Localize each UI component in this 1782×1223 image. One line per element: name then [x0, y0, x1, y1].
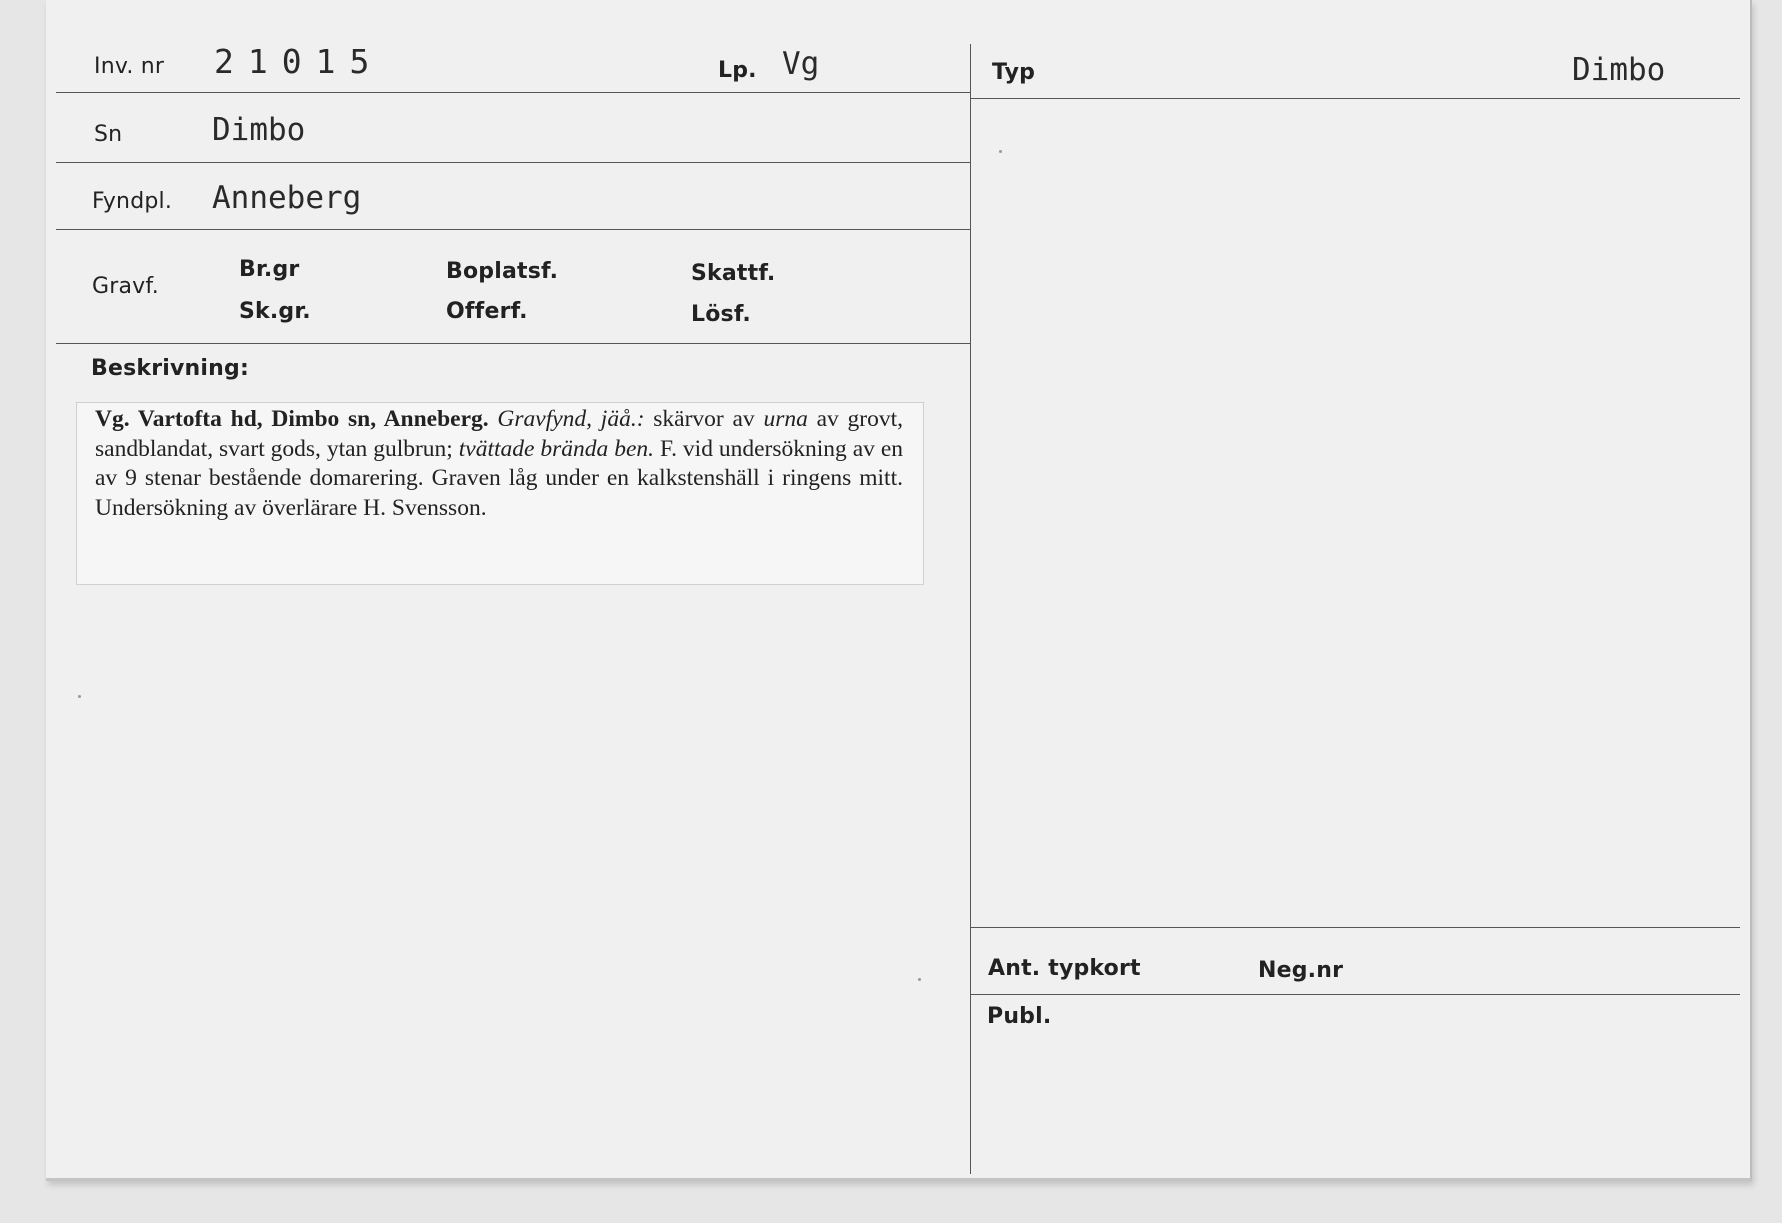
description-lead: Vg. Vartofta hd, Dimbo sn, Anneberg.: [95, 406, 489, 432]
column-divider: [970, 44, 971, 1174]
rule-inv: [56, 92, 970, 93]
rule-ant-bottom: [970, 994, 1740, 995]
scan-speck: [78, 695, 81, 698]
rule-gravf: [56, 343, 970, 344]
lp-value: Vg: [782, 46, 820, 82]
inv-number: 21015: [214, 42, 384, 81]
beskrivning-label: Beskrivning:: [91, 356, 249, 381]
typ-label: Typ: [992, 60, 1036, 85]
archive-card: [46, 0, 1752, 1181]
brgr-label: Br.gr: [239, 257, 300, 282]
ant-typkort-label: Ant. typkort: [988, 956, 1141, 981]
description-italic-3: tvättade brända ben.: [458, 435, 655, 462]
offerf-label: Offerf.: [446, 299, 528, 324]
sn-value: Dimbo: [212, 112, 306, 148]
gravf-label: Gravf.: [92, 274, 159, 299]
boplatsf-label: Boplatsf.: [446, 259, 559, 284]
publ-label: Publ.: [987, 1004, 1052, 1029]
fyndpl-value: Anneberg: [212, 180, 362, 216]
skgr-label: Sk.gr.: [239, 299, 311, 324]
rule-fyndpl: [56, 229, 970, 230]
sn-label: Sn: [94, 122, 123, 147]
description-italic-2: urna: [763, 406, 808, 432]
rule-ant-top: [970, 927, 1740, 928]
rule-sn: [56, 162, 970, 163]
scan-speck: [918, 978, 921, 981]
typ-value: Dimbo: [1572, 52, 1666, 88]
description-text: [95, 405, 903, 523]
scan-speck: [999, 150, 1002, 153]
rule-typ: [970, 98, 1740, 99]
description-text-1: skärvor av: [653, 406, 755, 432]
description-text-3: F. vid undersökning av en av 9 stenar bestående domarering. Graven låg under en kalkstenshäll i ringens mitt. Undersökning av överlärare H. Svensson.: [95, 435, 903, 521]
description-italic-1: Gravfynd, jäå.:: [497, 406, 645, 432]
lp-label: Lp.: [718, 58, 757, 83]
description-text-2: av grovt, sandblandat, svart gods, ytan gulbrun;: [95, 406, 903, 462]
losf-label: Lösf.: [691, 302, 751, 327]
description-slip: [76, 402, 924, 585]
inv-label: Inv. nr: [94, 54, 165, 79]
fyndpl-label: Fyndpl.: [92, 189, 173, 214]
negnr-label: Neg.nr: [1258, 958, 1344, 983]
skattf-label: Skattf.: [691, 261, 776, 286]
